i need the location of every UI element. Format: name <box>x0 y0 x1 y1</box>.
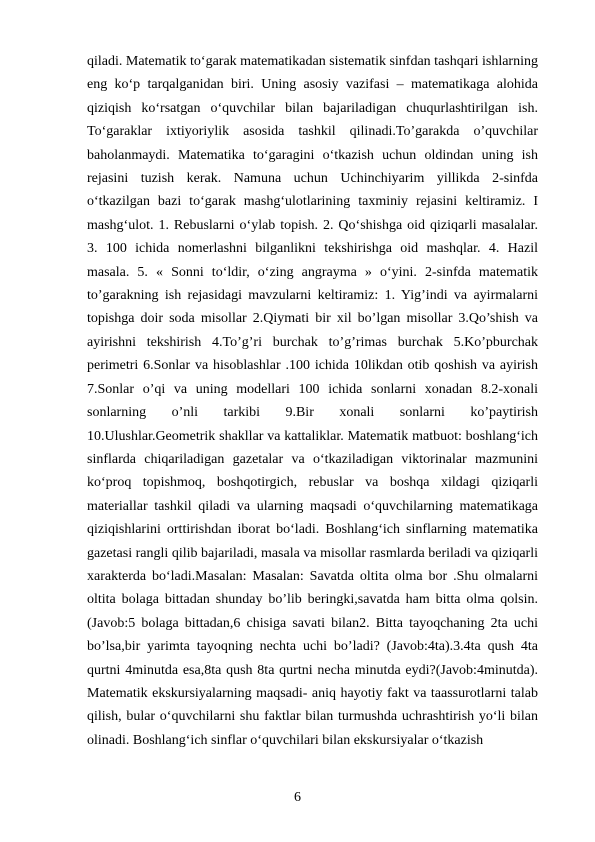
body-paragraph: qiladi. Matematik to‘garak matematikadan sistematik sinfdan tashqari ishlarning eng ko‘p tarqalganidan biri. Uning asosiy vazifasi – matematikaga alohida qiziqish ko‘rsatgan o‘quvchilar bilan bajariladigan chuqurlashtirilgan ish. To‘garaklar ixtiyoriylik asosida tashkil qilinadi.To’garakda o’quvchilar baholanmaydi. Matematika to‘garagini o‘tkazish uchun oldindan uning ish rejasini tuzish kerak. Namuna uchun Uchinchiyarim yillikda 2-sinfda o‘tkazilgan bazi to‘garak mashg‘ulotlarining taxminiy rejasini keltiramiz. I mashg‘ulot. 1. Rebuslarni o‘ylab topish. 2. Qo‘shishga oid qiziqarli masalalar. 3. 100 ichida nomerlashni bilganlikni tekshirishga oid mashqlar. 4. Hazil masala. 5. « Sonni to‘ldir, o‘zing angrayma » o‘yini. 2-sinfda matematik to’garakning ish rejasidagi mavzularni keltiramiz: 1. Yig’indi va ayirmalarni topishga doir soda misollar 2.Qiymati bir xil bo’lgan misollar 3.Qo’shish va ayirishni tekshirish 4.To’g’ri burchak to’g’rimas burchak 5.Ko’pburchak perimetri 6.Sonlar va hisoblashlar .100 ichida 10likdan otib qoshish va ayirish 7.Sonlar o’qi va uning modellari 100 ichida sonlarni xonadan 8.2-xonali sonlarning o’nli tarkibi 9.Bir xonali sonlarni ko’paytirish 10.Ulushlar.Geometrik shakllar va kattaliklar. Matematik matbuot: boshlang‘ich sinflarda chiqariladigan gazetalar va o‘tkaziladigan viktorinalar mazmunini ko‘proq topishmoq, boshqotirgich, rebuslar va boshqa xildagi qiziqarli materiallar tashkil qiladi va ularning maqsadi o‘quvchilarning matematikaga qiziqishlarini orttirishdan iborat bo‘ladi. Boshlang‘ich sinflarning matematika gazetasi rangli qilib bajariladi, masala va misollar rasmlarda beriladi va qiziqarli xarakterda bo‘ladi.Masalan: Masalan: Savatda oltita olma bor .Shu olmalarni oltita bolaga bittadan shunday bo’lib beringki,savatda ham bitta olma qolsin.(Javob:5 bolaga bittadan,6 chisiga savati bilan2. Bitta tayoqchaning 2ta uchi bo’lsa,bir yarimta tayoqning nechta uchi bo’ladi? (Javob:4ta).3.4ta qush 4ta qurtni 4minutda esa,8ta qush 8ta qurtni necha minutda eydi?(Javob:4minutda). Matematik ekskursiyalarning maqsadi- aniq hayotiy fakt va taassurotlarni talab qilish, bular o‘quvchilarni shu faktlar bilan turmushda uchrashtirish yo‘li bilan olinadi. Boshlang‘ich sinflar o‘quvchilari bilan ekskursiyalar o‘tkazish <box>87 54 538 748</box>
page-number: 6 <box>294 790 301 805</box>
